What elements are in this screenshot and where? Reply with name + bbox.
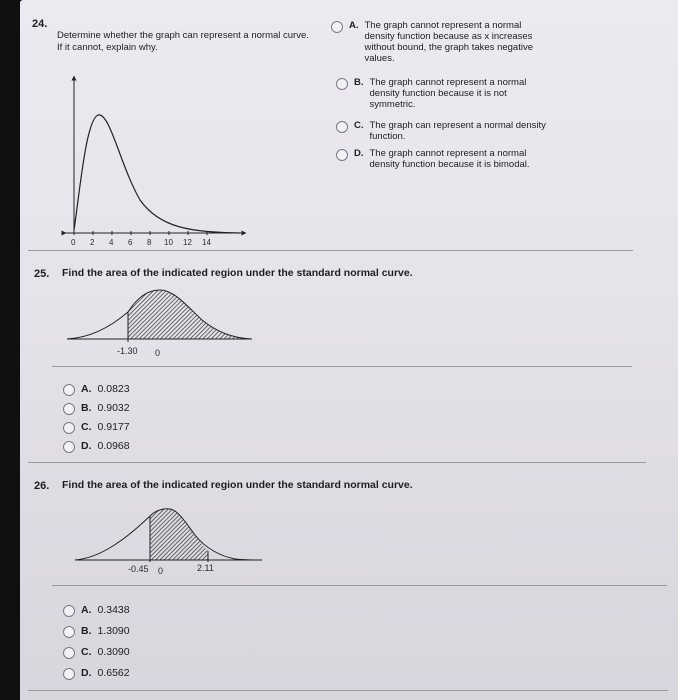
radio-button[interactable] [63, 441, 75, 453]
radio-button[interactable] [63, 403, 75, 415]
q26-label: 0 [158, 566, 164, 576]
q25-option-a[interactable]: A. 0.0823 [63, 383, 130, 396]
radio-button[interactable] [336, 78, 348, 90]
q26-label: -0.45 [128, 564, 149, 574]
q26-shaded-region [150, 509, 208, 560]
divider [28, 250, 633, 251]
radio-button[interactable] [63, 384, 75, 396]
question-25-graph [62, 284, 262, 354]
radio-button[interactable] [63, 647, 75, 659]
q24-option-b[interactable]: B. The graph cannot represent a normal density function because it is not symmetric. [336, 77, 555, 110]
q24-tick-label: 14 [202, 238, 211, 247]
question-26-text: Find the area of the indicated region under the standard normal curve. [62, 479, 413, 491]
q25-option-b[interactable]: B. 0.9032 [63, 402, 130, 415]
q24-skewed-curve [74, 115, 240, 233]
q24-tick-label: 0 [71, 238, 76, 247]
question-25-text: Find the area of the indicated region under the standard normal curve. [62, 267, 413, 279]
q24-option-c[interactable]: C. The graph can represent a normal density function. [336, 120, 555, 142]
divider [28, 462, 646, 463]
q24-tick-label: 10 [164, 238, 173, 247]
divider [28, 690, 668, 691]
q24-tick-label: 2 [90, 238, 95, 247]
radio-button[interactable] [331, 21, 343, 33]
q26-option-b[interactable]: B. 1.3090 [63, 625, 130, 638]
radio-button[interactable] [63, 605, 75, 617]
q25-label: -1.30 [117, 346, 138, 356]
q26-option-a[interactable]: A. 0.3438 [63, 604, 130, 617]
divider [52, 366, 632, 367]
q26-label: 2.11 [197, 563, 214, 573]
divider [52, 585, 667, 586]
radio-button[interactable] [336, 121, 348, 133]
radio-button[interactable] [63, 626, 75, 638]
q26-option-c[interactable]: C. 0.3090 [63, 646, 130, 659]
radio-button[interactable] [63, 668, 75, 680]
radio-button[interactable] [336, 149, 348, 161]
q25-shaded-region [128, 290, 252, 339]
q25-option-c[interactable]: C. 0.9177 [63, 421, 130, 434]
q26-option-d[interactable]: D. 0.6562 [63, 667, 130, 680]
question-25-number: 25. [34, 268, 50, 280]
q25-label: 0 [155, 348, 161, 358]
question-24-text: Determine whether the graph can represent a normal curve. If it cannot, explain why. [57, 30, 309, 53]
question-26-graph [70, 505, 270, 575]
q24-option-a[interactable]: A. The graph cannot represent a normal density function because as x increases without bound, the graph takes negative values. [331, 20, 550, 64]
q24-tick-label: 8 [147, 238, 152, 247]
question-26-number: 26. [34, 480, 50, 492]
q24-tick-label: 12 [183, 238, 192, 247]
q24-option-d[interactable]: D. The graph cannot represent a normal density function because it is bimodal. [336, 148, 555, 170]
question-24-number: 24. [32, 18, 48, 30]
q24-tick-label: 6 [128, 238, 133, 247]
radio-button[interactable] [63, 422, 75, 434]
q24-tick-label: 4 [109, 238, 114, 247]
q25-option-d[interactable]: D. 0.0968 [63, 440, 130, 453]
question-24-graph [60, 70, 260, 250]
